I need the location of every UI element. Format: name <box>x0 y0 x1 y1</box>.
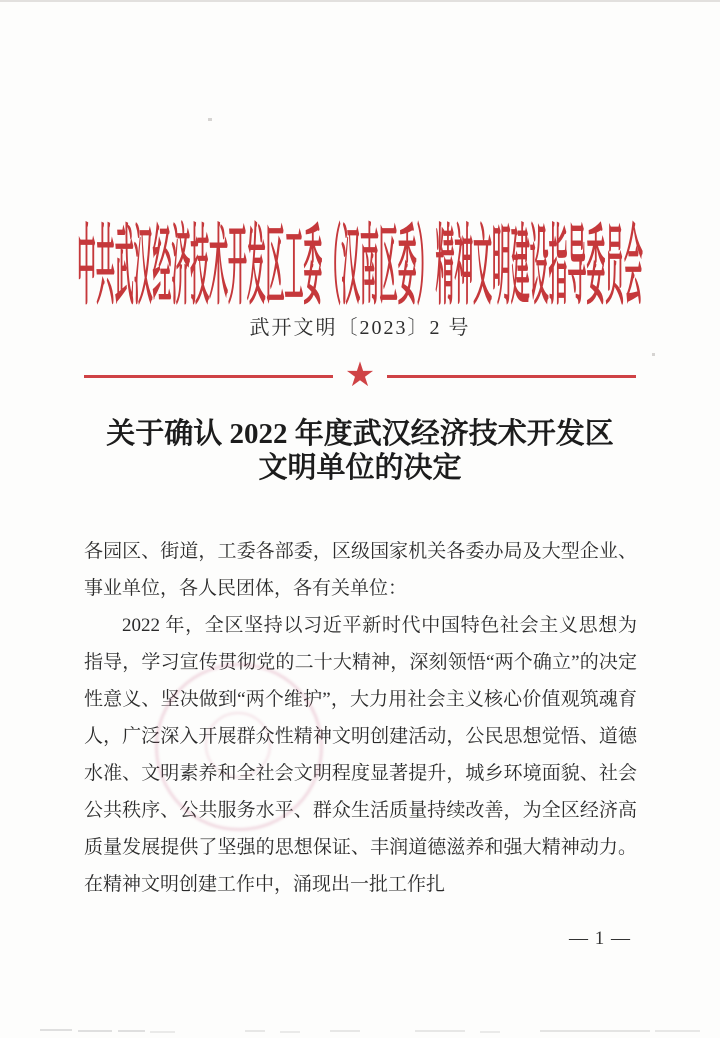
document-title <box>0 417 720 485</box>
scan-artifact <box>540 1030 650 1032</box>
scan-artifact <box>78 1030 112 1032</box>
red-divider <box>84 357 636 394</box>
document-body <box>84 533 637 903</box>
scan-artifact <box>655 1030 700 1032</box>
page-number: — 1 — <box>569 928 631 949</box>
scan-artifact <box>245 1030 265 1032</box>
scan-artifact <box>415 1030 465 1032</box>
divider-line-right <box>387 375 636 378</box>
divider-line-left <box>84 375 333 378</box>
scan-speck <box>652 353 655 356</box>
scan-speck <box>208 118 212 121</box>
salutation-paragraph: 各园区、街道，工委各部委，区级国家机关各委办局及大型企业、事业单位，各人民团体，各有关单位： <box>84 541 637 599</box>
star-icon: ★ <box>344 357 376 394</box>
scan-artifact <box>330 1030 360 1032</box>
title-line-1: 关于确认 2022 年度武汉经济技术开发区 <box>106 418 614 450</box>
scan-top-edge <box>0 0 720 2</box>
scan-artifact <box>280 1031 300 1033</box>
body-paragraph-1: 2022 年，全区坚持以习近平新时代中国特色社会主义思想为指导，学习宣传贯彻党的二十大精神，深刻领悟“两个确立”的决定性意义、坚决做到“两个维护”，大力用社会主义核心价值观筑魂育人，广泛深入开展群众性精神文明创建活动，公民思想觉悟、道德水准、文明素养和全社会文明程度显著提升，城乡环境面貌、社会公共秩序、公共服务水平、群众生活质量持续改善，为全区经济高质量发展提供了坚强的思想保证、丰润道德滋养和强大精神动力。在精神文明创建工作中，涌现出一批工作扎 <box>84 615 637 895</box>
scan-artifact <box>480 1031 500 1033</box>
document-number: 武开文明〔2023〕2 号 <box>249 317 471 339</box>
title-line-2: 文明单位的决定 <box>258 452 462 484</box>
scan-artifact <box>118 1030 145 1032</box>
scan-artifact <box>40 1029 72 1031</box>
letterhead-org-name: 中共武汉经济技术开发区工委（汉南区委）精神文明建设指导委员会 <box>77 217 643 315</box>
scan-artifact <box>150 1031 175 1033</box>
